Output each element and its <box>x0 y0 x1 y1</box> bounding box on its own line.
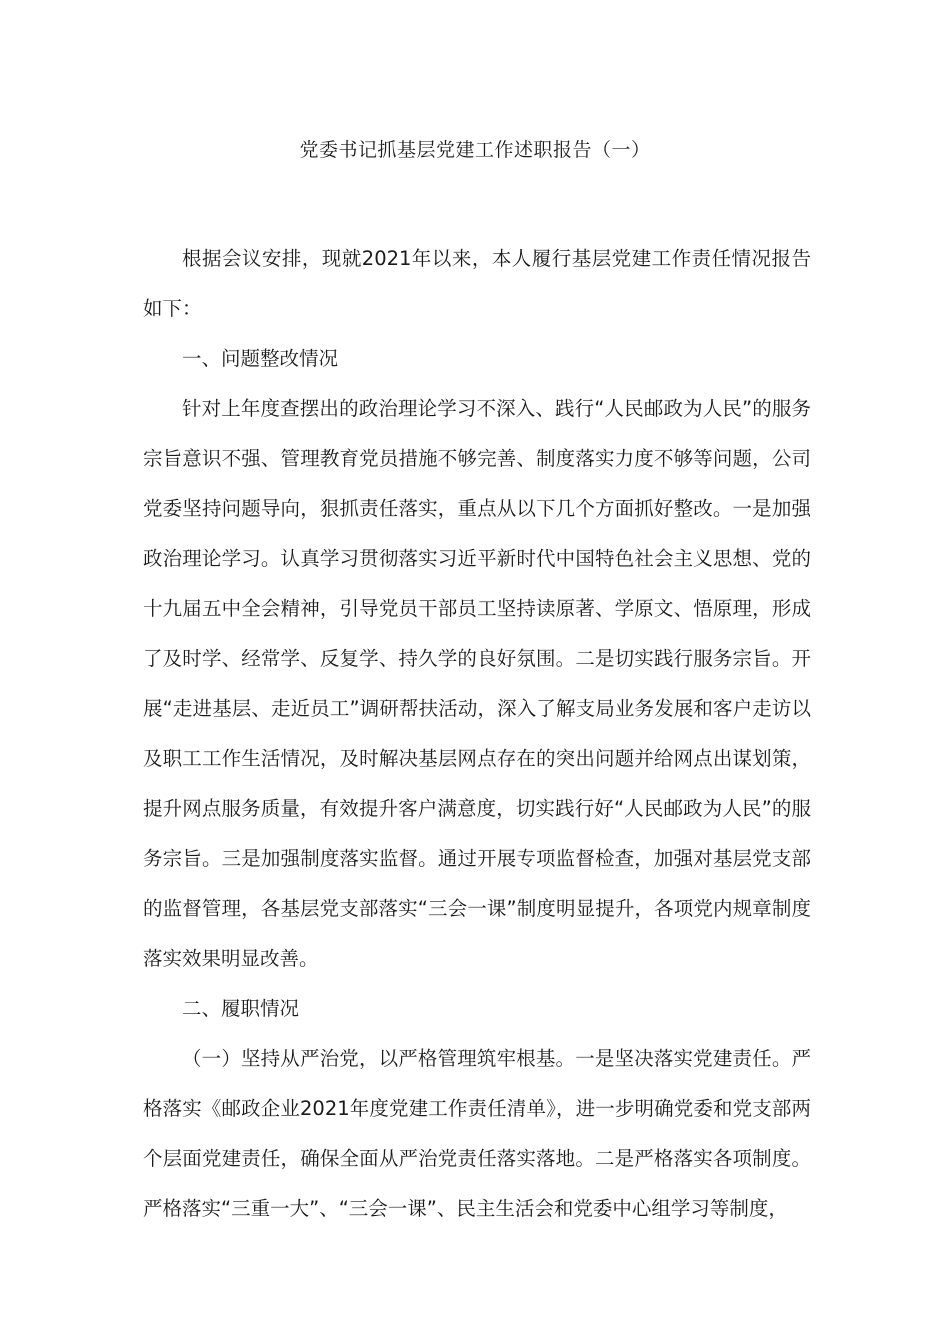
section-heading-duty-performance: 二、履职情况 <box>182 997 300 1020</box>
section-paragraph-problem-rectification: 针对上年度查摆出的政治理论学习不深入、践行“人民邮政为人民”的服务宗旨意识不强、管理教育党员措施不够完善、制度落实力度不够等问题，公司党委坚持问题导向，狠抓责任落实，重点从以下几个方面抓好整改。一是加强政治理论学习。认真学习贯彻落实习近平新时代中国特色社会主义思想、党的十九届五中全会精神，引导党员干部员工坚持读原著、学原文、悟原理，形成了及时学、经常学、反复学、持久学的良好氛围。二是切实践行服务宗旨。开展“走进基层、走近员工”调研帮扶活动，深入了解支局业务发展和客户走访以及职工工作生活情况，及时解决基层网点存在的突出问题并给网点出谋划策，提升网点服务质量，有效提升客户满意度，切实践行好“人民邮政为人民”的服务宗旨。三是加强制度落实监督。通过开展专项监督检查，加强对基层党支部的监督管理，各基层党支部落实“三会一课”制度明显提升，各项党内规章制度落实效果明显改善。 <box>143 397 811 970</box>
document-body <box>143 234 811 1234</box>
document-title: 党委书记抓基层党建工作述职报告（一） <box>299 139 651 161</box>
intro-paragraph: 根据会议安排，现就2021年以来，本人履行基层党建工作责任情况报告如下： <box>143 247 811 320</box>
section-heading-problem-rectification: 一、问题整改情况 <box>182 347 339 370</box>
section-paragraph-duty-performance: （一）坚持从严治党，以严格管理筑牢根基。一是坚决落实党建责任。严格落实《邮政企业2021年度党建工作责任清单》，进一步明确党委和党支部两个层面党建责任，确保全面从严治党责任落实落地。二是严格落实各项制度。严格落实“三重一大”、“三会一课”、民主生活会和党委中心组学习等制度， <box>143 1047 811 1220</box>
